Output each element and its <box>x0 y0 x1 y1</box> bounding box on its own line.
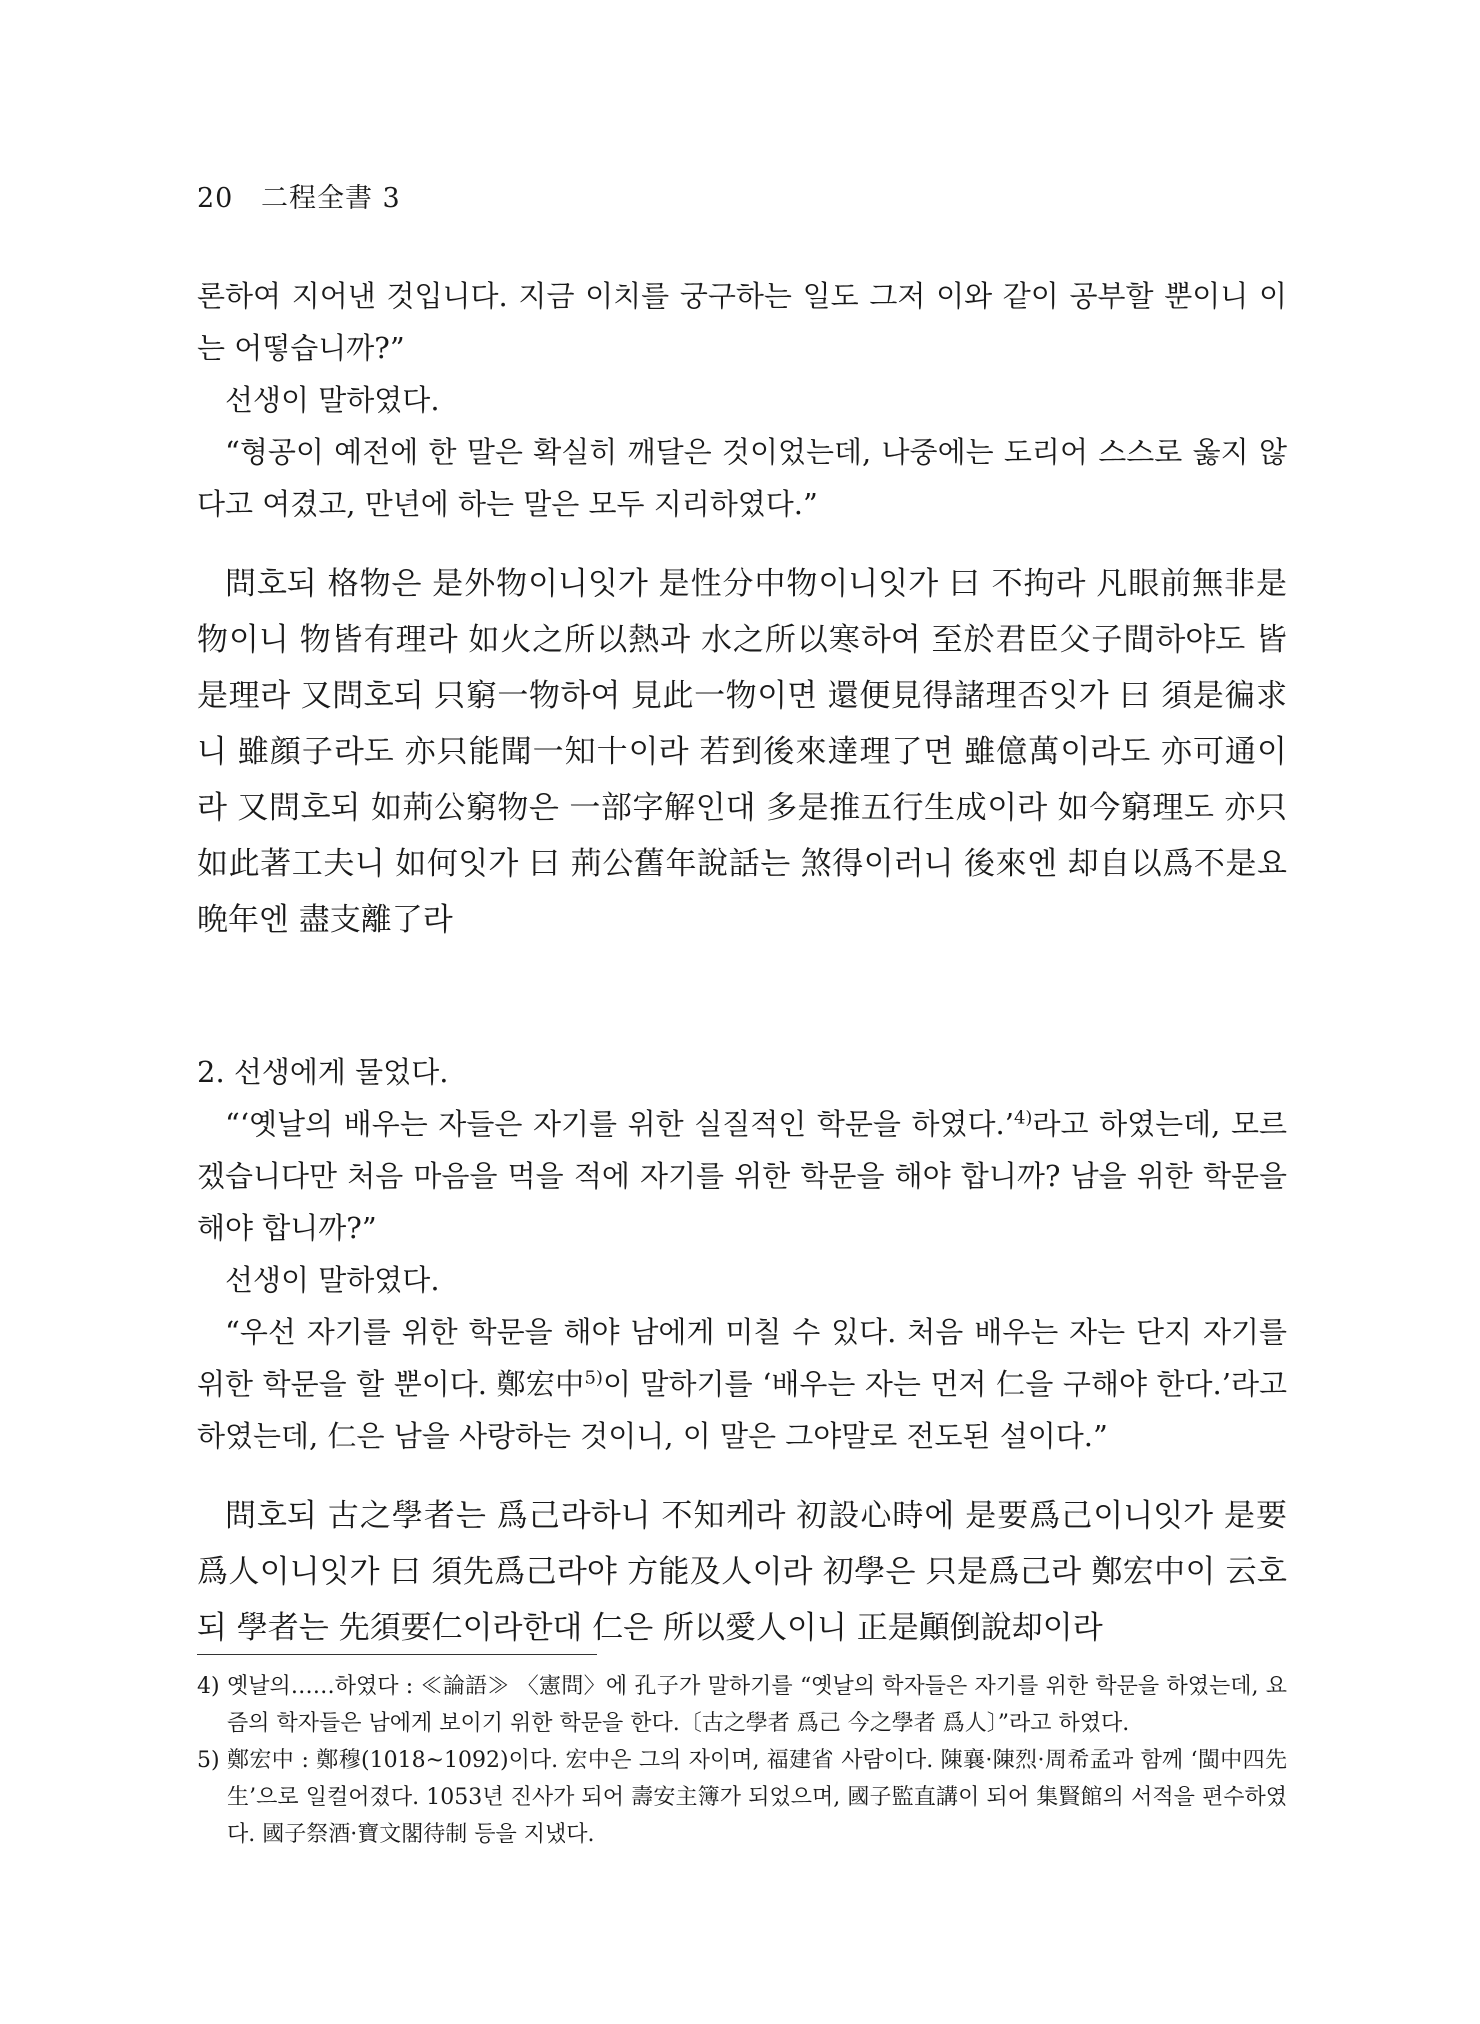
footnote-5 <box>197 1742 1287 1853</box>
paragraph-question <box>197 1098 1287 1254</box>
paragraph-teacher-said-2: 선생이 말하였다. <box>225 1263 440 1297</box>
paragraph-continuation: 론하여 지어낸 것입니다. 지금 이치를 궁구하는 일도 그저 이와 같이 공부할 뿐이니 이는 어떻습니까?” <box>197 279 1287 365</box>
original-text-2: 問호되 古之學者는 爲己라하니 不知케라 初設心時에 是要爲己이니잇가 是要爲人이니잇가 曰 須先爲己라야 方能及人이라 初學은 只是爲己라 鄭宏中이 云호되 學者는 先須要仁이라한대 仁은 所以愛人이니 正是顚倒說却이라 <box>197 1498 1287 1646</box>
spacer <box>197 530 1287 556</box>
spacer <box>197 948 1287 1046</box>
footnote-ref-5: 5) <box>584 1367 603 1389</box>
footnote-number: 5) <box>197 1748 220 1773</box>
paragraph-teacher-said: 선생이 말하였다. <box>225 383 440 417</box>
page-number: 20 <box>197 183 234 214</box>
footnote-number: 4) <box>197 1674 220 1699</box>
footnote-divider <box>197 1654 597 1655</box>
original-text-1: 問호되 格物은 是外物이니잇가 是性分中物이니잇가 曰 不拘라 凡眼前無非是物이니 物皆有理라 如火之所以熱과 水之所以寒하여 至於君臣父子間하야도 皆是理라 又問호되 只窮一物하여 見此一物이면 還便見得諸理否잇가 曰 須是徧求니 雖顔子라도 亦只能聞一知十이라 若到後來達理了면 雖億萬이라도 亦可通이라 又問호되 如荊公窮物은 一部字解인대 多是推五行生成이라 如今窮理도 亦只如此著工夫니 如何잇가 曰 荊公舊年說話는 煞得이러니 後來엔 却自以爲不是요 晩年엔 盡支離了라 <box>197 566 1287 938</box>
footnotes <box>197 1668 1287 1853</box>
question-text-a: “‘옛날의 배우는 자들은 자기를 위한 실질적인 학문을 하였다.’ <box>225 1107 1014 1141</box>
footnote-ref-4: 4) <box>1013 1107 1033 1129</box>
spacer <box>197 1462 1287 1488</box>
answer-text-a: “우선 자기를 위한 학문을 해야 남에게 미칠 수 있다. 처음 배우는 자는 단지 자기를 위한 학문을 할 뿐이다. 鄭宏中 <box>197 1315 1287 1401</box>
footnote-text: 鄭宏中 : 鄭穆(1018~1092)이다. 宏中은 그의 자이며, 福建省 사람이다. 陳襄·陳烈·周希孟과 함께 ‘閩中四先生’으로 일컬어졌다. 1053년 진사가 되어 壽安主簿가 되었으며, 國子監直講이 되어 集賢館의 서적을 편수하였다. 國子祭酒·寶文閣待制 등을 지냈다. <box>227 1748 1287 1847</box>
running-header <box>197 176 401 215</box>
main-text <box>197 270 1287 1656</box>
question-text-b: 라고 하였는데, 모르겠습니다만 처음 마음을 먹을 적에 자기를 위한 학문을 해야 합니까? 남을 위한 학문을 해야 합니까?” <box>197 1107 1287 1245</box>
answer-text-b: 이 말하기를 ‘배우는 자는 먼저 仁을 구해야 한다.’라고 하였는데, 仁은 남을 사랑하는 것이니, 이 말은 그야말로 전도된 설이다.” <box>197 1367 1288 1453</box>
footnote-text: 옛날의……하였다 : ≪論語≫ 〈憲問〉에 孔子가 말하기를 “옛날의 학자들은 자기를 위한 학문을 하였는데, 요즘의 학자들은 남에게 보이기 위한 학문을 한다.〔古之學者 爲己 今之學者 爲人〕”라고 하였다. <box>227 1674 1287 1736</box>
footnote-4 <box>197 1668 1287 1742</box>
paragraph-answer: “형공이 예전에 한 말은 확실히 깨달은 것이었는데, 나중에는 도리어 스스로 옳지 않다고 여겼고, 만년에 하는 말은 모두 지리하였다.” <box>197 435 1287 521</box>
book-title: 二程全書 3 <box>260 183 401 214</box>
paragraph-answer-2 <box>197 1306 1287 1462</box>
section-2-title: 2. 선생에게 물었다. <box>197 1055 449 1089</box>
